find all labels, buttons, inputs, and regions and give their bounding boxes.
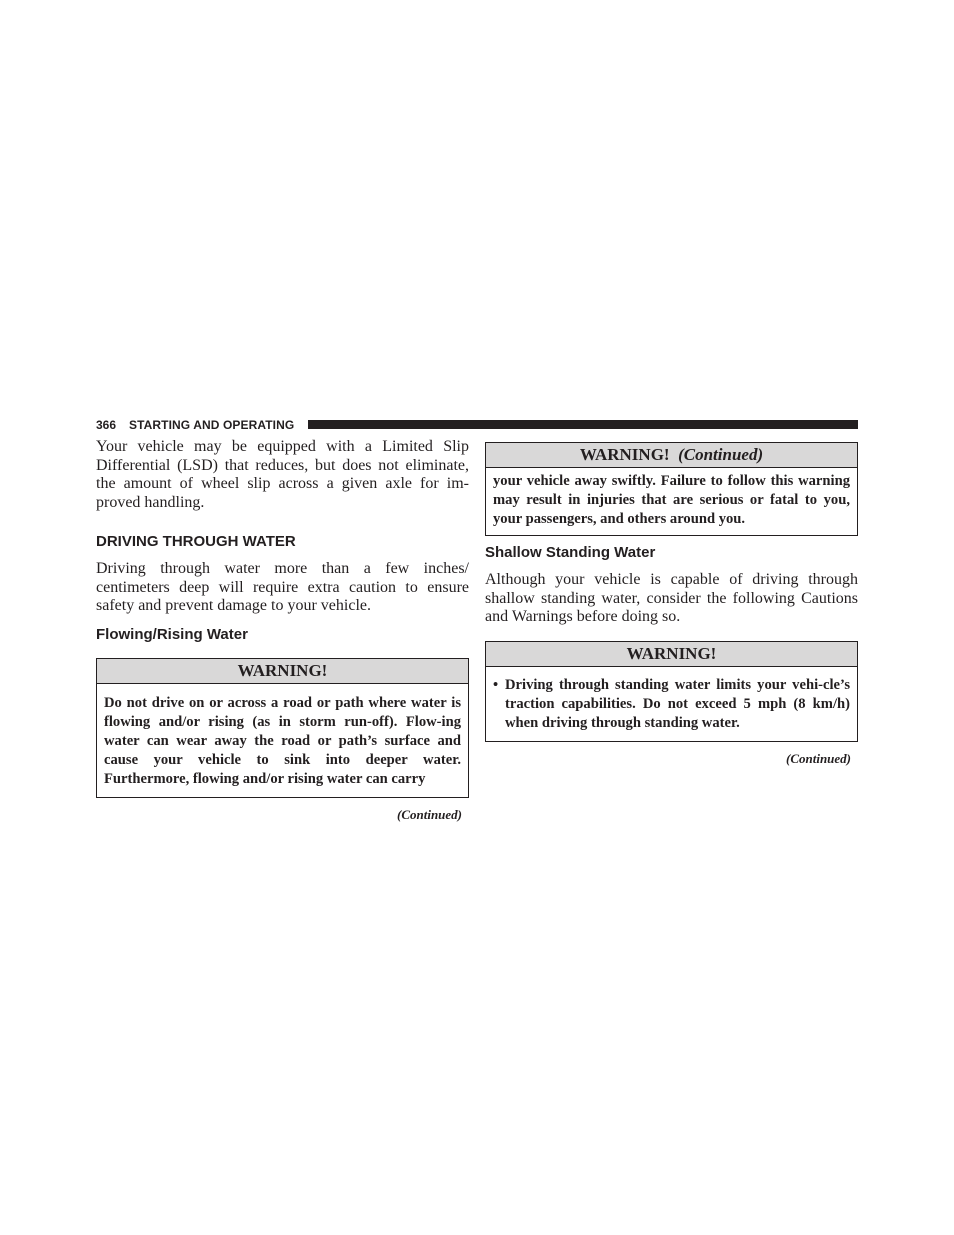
- subheading-flowing: Flowing/Rising Water: [96, 625, 248, 643]
- warning-bullet-item: [486, 667, 857, 741]
- continued-label: (Continued): [396, 806, 462, 822]
- section-title: STARTING AND OPERATING: [129, 418, 295, 432]
- warning-box-flowing: [96, 658, 469, 798]
- page-header: [96, 418, 858, 432]
- warning-title: [486, 443, 857, 468]
- header-rule: [308, 420, 858, 429]
- shallow-paragraph: Although your vehicle is capable of driving through shallow standing water, consider the following Cautions and Warnings before doing so.: [485, 571, 858, 626]
- warning-box-continued: [485, 442, 858, 536]
- left-column: [96, 438, 469, 823]
- section-heading: DRIVING THROUGH WATER: [96, 532, 296, 550]
- warning-label: WARNING!: [579, 445, 670, 464]
- warning-title: WARNING!: [486, 642, 857, 667]
- warning-text: Driving through standing water limits your vehi-cle’s traction capabilities. Do not exceed 5 mph (8 km/h) when driving through standing water.: [505, 677, 850, 732]
- warning-text: your vehicle away swiftly. Failure to follow this warning may result in injuries that are serious or fatal to you, your passengers, and others around you.: [493, 473, 850, 527]
- subheading-shallow: Shallow Standing Water: [485, 544, 656, 561]
- continued-label: (Continued): [785, 751, 851, 767]
- warning-continued-label: (Continued): [678, 445, 764, 464]
- page-number: 366: [96, 418, 117, 432]
- bullet: •: [493, 677, 499, 694]
- intro-paragraph: Your vehicle may be equipped with a Limited Slip Differential (LSD) that reduces, but does not eliminate, the amount of wheel slip across a given axle for im-proved handling.: [96, 438, 469, 512]
- right-column: [485, 442, 858, 767]
- water-paragraph: Driving through water more than a few inches/ centimeters deep will require extra caution to ensure safety and prevent damage to your vehicle.: [96, 559, 469, 615]
- warning-text: Do not drive on or across a road or path where water is flowing and/or rising (as in storm run-off). Flow-ing water can wear away the road or path’s surface and cause your vehicle to sink into deeper water. Furthermore, flowing and/or rising water can carry: [104, 694, 461, 787]
- warning-box-standing: [485, 641, 858, 742]
- warning-title: WARNING!: [97, 659, 468, 684]
